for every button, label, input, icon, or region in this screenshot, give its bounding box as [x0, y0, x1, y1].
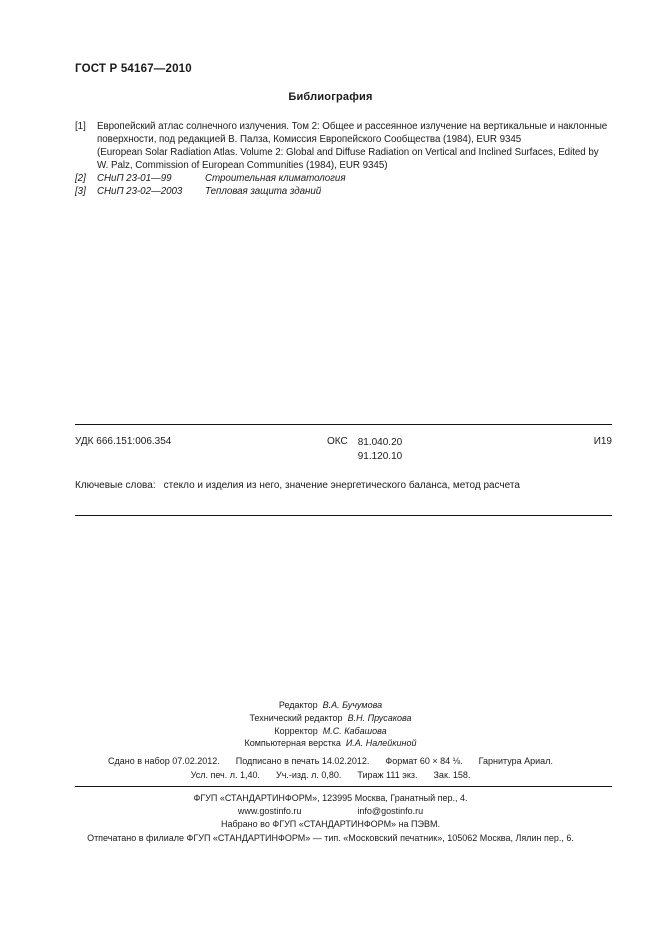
staff-line-layout: [0, 737, 661, 750]
staff-line-editor: [0, 699, 661, 712]
bibliography-ref: [2]: [75, 173, 86, 184]
bibliography-entry-3: [75, 185, 620, 198]
classification-index: И19: [593, 436, 612, 447]
oks-code-1: 81.040.20: [357, 437, 403, 448]
section-title: Библиография: [288, 91, 373, 103]
bibliography-entry-text: [97, 120, 620, 172]
imprint-line-2: [0, 769, 661, 783]
imprint-order-number: Зак. 158.: [433, 769, 471, 780]
bibliography-entry-text: [97, 172, 620, 185]
staff-role: Компьютерная верстка: [244, 738, 341, 749]
imprint-typeface: Гарнитура Ариал.: [478, 756, 553, 766]
snip-code: СНиП 23-02—2003: [97, 186, 183, 197]
staff-name: И.А. Налейкиной: [345, 738, 417, 749]
staff-line-tech-editor: [0, 712, 661, 725]
publisher-email: info@gostinfo.ru: [357, 806, 424, 817]
snip-code: СНиП 23-01—99: [97, 173, 172, 184]
staff-role: Корректор: [274, 725, 318, 736]
oks-code-2: 91.120.10: [357, 451, 403, 462]
publisher-website: www.gostinfo.ru: [237, 806, 302, 817]
bibliography-entry-line: поверхности, под редакцией В. Палза, Комиссия Европейского Сообщества (1984), EUR 9345: [97, 134, 522, 145]
bibliography-entry-line: (European Solar Radiation Atlas. Volume 2: Global and Diffuse Radiation on Vertical and Inclined Surfaces, Edited by: [97, 147, 599, 158]
keywords-label: Ключевые слова:: [75, 480, 156, 491]
snip-title: Тепловая защита зданий: [205, 186, 322, 197]
horizontal-rule-publisher: [75, 786, 612, 787]
imprint-pub-sheets: Уч.-изд. л. 0,80.: [276, 769, 342, 780]
imprint-circulation: Тираж 111 экз.: [357, 769, 418, 780]
oks-label: ОКС: [327, 436, 348, 447]
staff-name: В.Н. Прусакова: [347, 712, 412, 723]
imprint-typeset-date: Сдано в набор 07.02.2012.: [108, 756, 220, 766]
imprint-print-sheets: Усл. печ. л. 1,40.: [190, 769, 260, 780]
staff-block: [0, 699, 661, 750]
imprint-print-date: Подписано в печать 14.02.2012.: [235, 756, 370, 766]
snip-title: Строительная климатология: [205, 173, 346, 184]
bibliography-entry-2: [75, 172, 620, 185]
imprint-line-1: [0, 755, 661, 769]
keywords-text: стекло и изделия из него, значение энергетического баланса, метод расчета: [163, 480, 520, 491]
staff-role: Редактор: [278, 700, 318, 710]
horizontal-rule-top: [75, 424, 612, 425]
bibliography-entry-text: [97, 185, 620, 198]
horizontal-rule-keywords: [75, 515, 612, 516]
bibliography-list: [75, 120, 620, 198]
publisher-contacts: [0, 805, 661, 818]
bibliography-entry-line: W. Palz, Commission of European Communities (1984), EUR 9345): [97, 160, 388, 171]
publisher-address: ФГУП «СТАНДАРТИНФОРМ», 123995 Москва, Гранатный пер., 4.: [193, 793, 468, 803]
udk-code: УДК 666.151:006.354: [75, 436, 172, 447]
publisher-printed-note: Отпечатано в филиале ФГУП «СТАНДАРТИНФОРМ» — тип. «Московский печатник», 105062 Москва, Лялин пер., 6.: [87, 832, 574, 843]
staff-role: Технический редактор: [249, 712, 343, 723]
imprint-block: [0, 755, 661, 782]
oks-codes: [327, 436, 402, 464]
imprint-format: Формат 60 × 84 ⅛.: [385, 756, 463, 766]
bibliography-entry-1: [75, 120, 620, 172]
publisher-typeset-note: Набрано во ФГУП «СТАНДАРТИНФОРМ» на ПЭВМ.: [221, 819, 440, 830]
staff-name: В.А. Бучумова: [322, 700, 383, 710]
publisher-block: [0, 792, 661, 845]
staff-name: М.С. Кабашова: [322, 725, 387, 736]
staff-line-corrector: [0, 725, 661, 738]
bibliography-entry-line: Европейский атлас солнечного излучения. Том 2: Общее и рассеянное излучение на вертикальные и наклонные: [97, 121, 608, 132]
bibliography-ref: [1]: [75, 121, 86, 132]
doc-number: ГОСТ Р 54167—2010: [75, 63, 192, 75]
keywords-line: [75, 480, 615, 491]
bibliography-ref: [3]: [75, 186, 86, 197]
